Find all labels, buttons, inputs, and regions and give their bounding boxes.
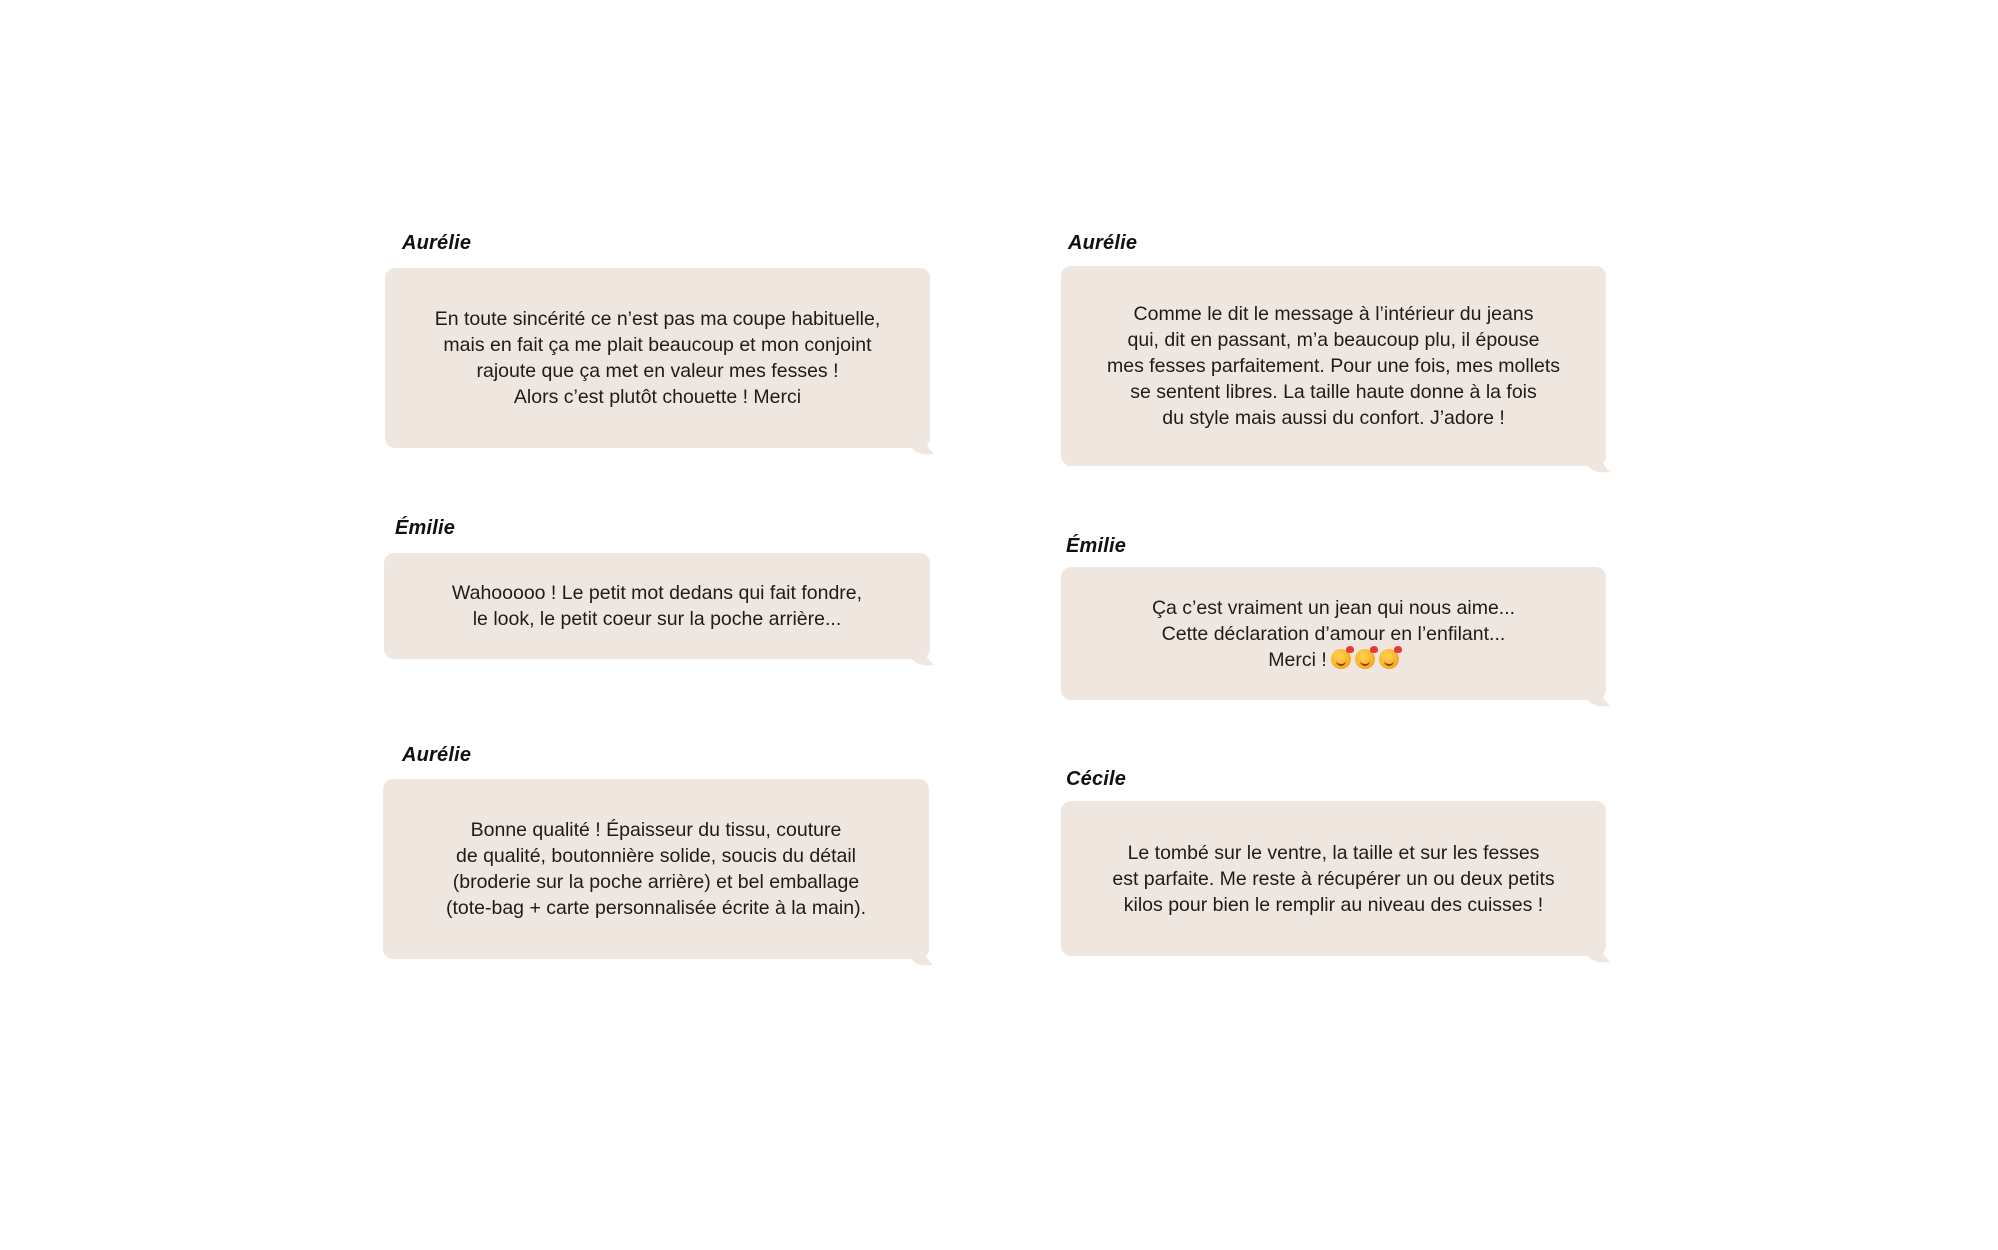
review-author: Émilie (1066, 535, 1127, 557)
review-text: Comme le dit le message à l’intérieur du jeans qui, dit en passant, m’a beaucoup plu, il épouse mes fesses parfaitement. Pour une fois, mes mollets se sentent libres. La taille haute donne à la fois du style mais aussi du confort. J’adore ! (1106, 303, 1561, 429)
review-author: Émilie (395, 517, 456, 539)
smiling-face-with-hearts-icon (1331, 649, 1351, 669)
review-text-body: Ça c’est vraiment un jean qui nous aime... Cette déclaration d’amour en l’enfilant... Merci ! (1151, 596, 1516, 671)
review-text: En toute sincérité ce n’est pas ma coupe habituelle, mais en fait ça me plait beaucoup et mon conjoint rajoute que ça met en valeur mes fesses ! Alors c’est plutôt chouette ! Merci (434, 308, 881, 408)
review-text: Wahooooo ! Le petit mot dedans qui fait fondre, le look, le petit coeur sur la poche arrière... (451, 582, 863, 630)
review-author: Aurélie (1068, 232, 1138, 254)
review-text: Le tombé sur le ventre, la taille et sur les fesses est parfaite. Me reste à récupérer un ou deux petits kilos pour bien le remplir au niveau des cuisses ! (1112, 841, 1555, 916)
speech-tail-icon (1588, 452, 1610, 474)
review-author: Aurélie (402, 232, 472, 254)
speech-tail-icon (912, 434, 934, 456)
review-bubble (384, 553, 930, 659)
smiling-face-with-hearts-icon (1355, 649, 1375, 669)
smiling-face-with-hearts-icon (1379, 649, 1399, 669)
review-bubble (1061, 567, 1606, 700)
review-author: Aurélie (402, 744, 472, 766)
speech-tail-icon (911, 945, 933, 967)
speech-tail-icon (1588, 686, 1610, 708)
review-author: Cécile (1066, 768, 1127, 790)
review-text: Bonne qualité ! Épaisseur du tissu, couture de qualité, boutonnière solide, soucis du détail (broderie sur la poche arrière) et bel emballage (tote-bag + carte personnalisée écrite à la main). (445, 819, 866, 919)
review-bubble (1061, 266, 1606, 466)
speech-tail-icon (912, 645, 934, 667)
review-bubble (385, 268, 930, 448)
speech-tail-icon (1588, 942, 1610, 964)
review-text (1152, 595, 1515, 673)
review-bubble (1061, 801, 1606, 956)
review-bubble (383, 779, 929, 959)
